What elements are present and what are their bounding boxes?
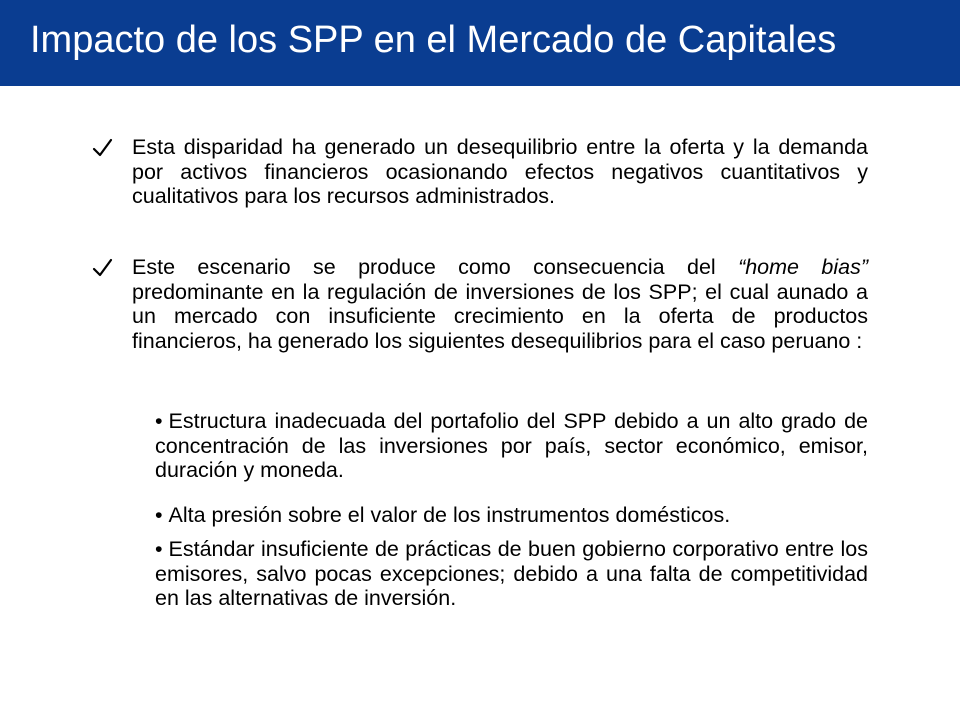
bullet-text: Esta disparidad ha generado un desequilibrio entre la oferta y la demanda por activos financieros ocasionando efectos negativos cuantitativos y cualitativos para los recursos administrados. — [132, 135, 868, 208]
bullet-text-start: Este escenario se produce como consecuencia del — [132, 255, 739, 279]
bullet-item — [132, 255, 868, 353]
bullet-text-end: predominante en la regulación de inversiones de los SPP; el cual aunado a un mercado con insuficiente crecimiento en la oferta de productos financieros, ha generado los siguientes desequilibrios para el caso peruano : — [132, 279, 868, 353]
bullet-dot-icon: • — [155, 503, 163, 527]
sub-bullet-item — [155, 537, 868, 611]
sub-bullet-text: Estructura inadecuada del portafolio del SPP debido a un alto grado de concentración de las inversiones por país, sector económico, emisor, duración y moneda. — [155, 409, 868, 482]
title-banner — [0, 0, 960, 86]
bullet-item — [132, 135, 868, 209]
checkmark-icon — [91, 257, 113, 279]
bullet-dot-icon: • — [155, 409, 163, 433]
bullet-dot-icon: • — [155, 537, 163, 561]
italic-term: “home bias” — [738, 255, 868, 279]
slide-title: Impacto de los SPP en el Mercado de Capitales — [30, 19, 837, 61]
sub-bullet-item — [155, 503, 868, 528]
checkmark-icon — [91, 137, 113, 159]
sub-bullet-text: Alta presión sobre el valor de los instrumentos domésticos. — [168, 503, 731, 527]
sub-bullet-text: Estándar insuficiente de prácticas de buen gobierno corporativo entre los emisores, salvo pocas excepciones; debido a una falta de competitividad en las alternativas de inversión. — [155, 537, 868, 610]
sub-bullet-item — [155, 409, 868, 483]
